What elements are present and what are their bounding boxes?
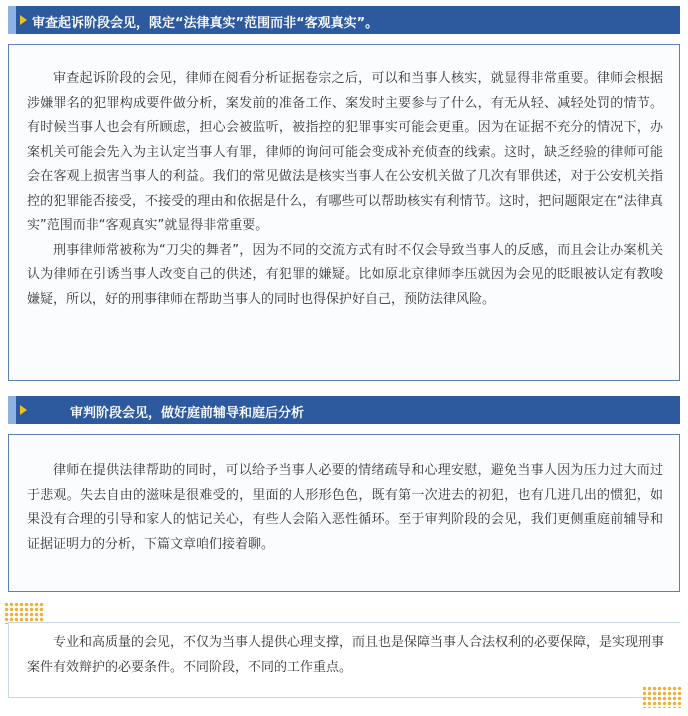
banner-accent-bar	[8, 396, 16, 424]
section3-panel	[8, 623, 680, 697]
section2-panel	[8, 434, 680, 592]
play-arrow-icon	[20, 15, 27, 25]
section1-heading: 审查起诉阶段会见，限定“法律真实”范围而非“客观真实”。	[32, 16, 379, 31]
decorative-dots-bottom-right	[642, 686, 682, 708]
section1-panel	[8, 44, 680, 381]
decorative-line-bottom	[8, 697, 648, 698]
section1-heading-banner	[8, 6, 680, 34]
decorative-dots-top-left	[4, 602, 44, 624]
section2-paragraph-1: 律师在提供法律帮助的同时，可以给予当事人必要的情绪疏导和心理安慰，避免当事人因为压力过大而过于悲观。失去自由的滋味是很难受的，里面的人形形色色，既有第一次进去的初犯，也有几进几出的惯犯，如果没有合理的引导和家人的惦记关心，有些人会陷入恶性循环。至于审判阶段的会见，我们更侧重庭前辅导和证据证明力的分析，下篇文章咱们接着聊。	[27, 463, 663, 552]
section3-paragraph-1: 专业和高质量的会见，不仅为当事人提供心理支撑，而且也是保障当事人合法权利的必要保障，是实现刑事案件有效辩护的必要条件。不同阶段，不同的工作重点。	[27, 635, 665, 675]
banner-accent-bar	[8, 6, 16, 34]
section2-heading-banner	[8, 396, 680, 424]
section1-paragraph-2: 刑事律师常被称为“刀尖的舞者”，因为不同的交流方式有时不仅会导致当事人的反感，而且会让办案机关认为律师在引诱当事人改变自己的供述，有犯罪的嫌疑。比如原北京律师李压就因为会见的眨眼被认定有教唆嫌疑，所以，好的刑事律师在帮助当事人的同时也得保护好自己，预防法律风险。	[27, 242, 663, 307]
section2-heading: 审判阶段会见，做好庭前辅导和庭后分析	[70, 406, 305, 421]
play-arrow-icon	[20, 405, 27, 415]
section1-paragraph-1: 审查起诉阶段的会见，律师在阅看分析证据卷宗之后，可以和当事人核实，就显得非常重要。律师会根据涉嫌罪名的犯罪构成要件做分析，案发前的准备工作、案发时主要参与了什么，有无从轻、减轻处罚的情节。有时候当事人也会有所顾虑，担心会被监听，被指控的犯罪事实可能会更重。因为在证据不充分的情况下，办案机关可能会先入为主认定当事人有罪，律师的询问可能会变成补充侦查的线索。这时，缺乏经验的律师可能会在客观上损害当事人的利益。我们的常见做法是核实当事人在公安机关做了几次有罪供述，对于公安机关指控的犯罪能否接受，不接受的理由和依据是什么，有哪些可以帮助核实有利情节。这时，把问题限定在“法律真实”范围而非“客观真实”就显得非常重要。	[27, 71, 663, 233]
